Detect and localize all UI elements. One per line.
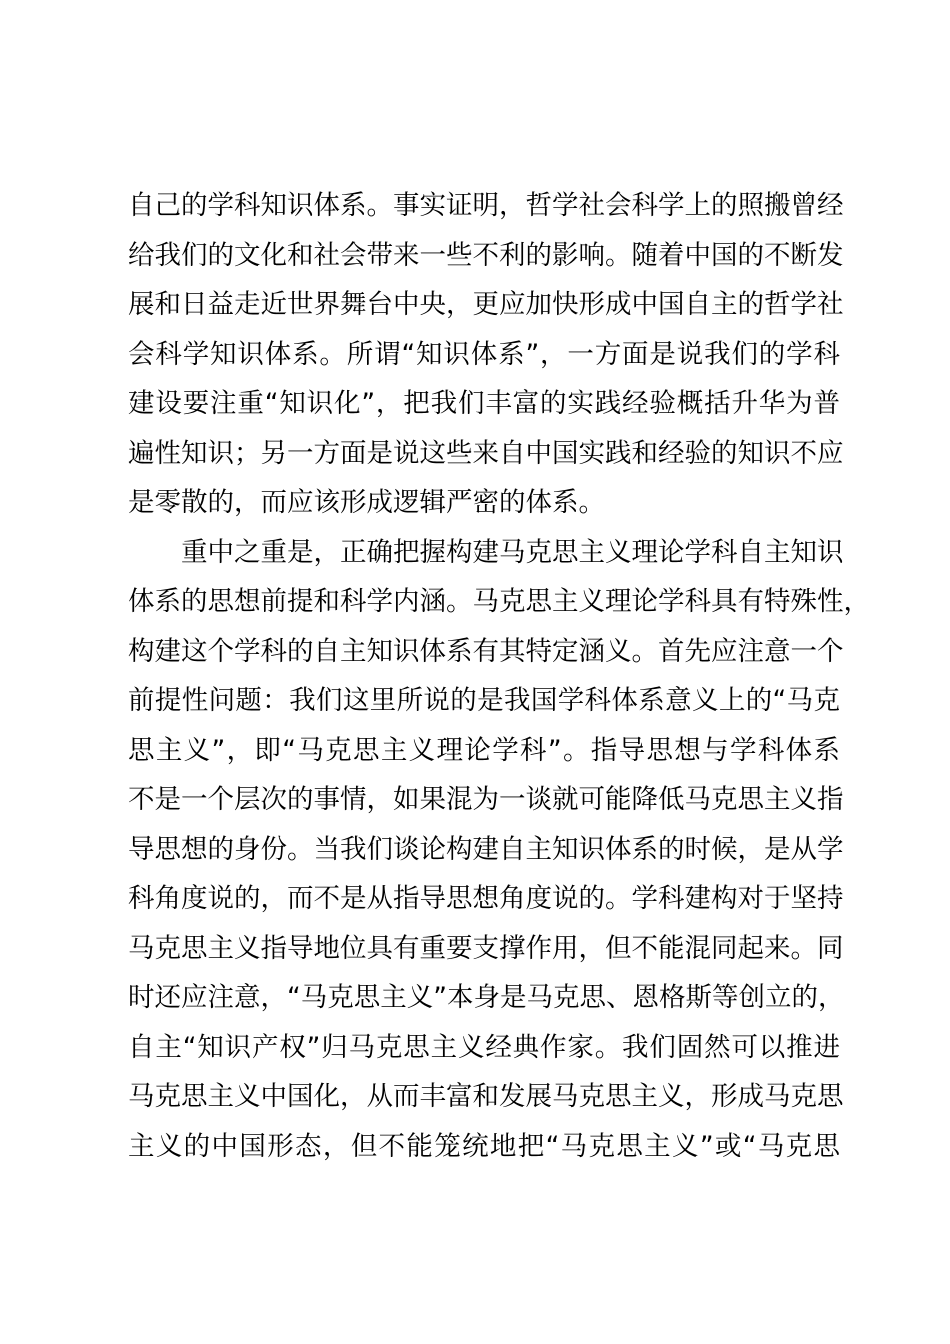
text-line: 构建这个学科的自主知识体系有其特定涵义。首先应注意一个 bbox=[128, 635, 844, 667]
text-line: 科角度说的，而不是从指导思想角度说的。学科建构对于坚持 bbox=[128, 883, 844, 914]
text-line: 体系的思想前提和科学内涵。马克思主义理论学科具有特殊性， bbox=[128, 586, 870, 617]
text-line: 自主“知识产权”归马克思主义经典作家。我们固然可以推进 bbox=[128, 1031, 840, 1063]
text-line: 会科学知识体系。所谓“知识体系”，一方面是说我们的学科 bbox=[128, 338, 840, 370]
text-line: 展和日益走近世界舞台中央，更应加快形成中国自主的哲学社 bbox=[128, 289, 844, 320]
text-line: 重中之重是，正确把握构建马克思主义理论学科自主知识 bbox=[181, 536, 844, 568]
text-line: 马克思主义中国化，从而丰富和发展马克思主义，形成马克思 bbox=[128, 1081, 844, 1112]
text-line: 是零散的，而应该形成逻辑严密的体系。 bbox=[128, 487, 605, 518]
text-line: 时还应注意，“马克思主义”本身是马克思、恩格斯等创立的， bbox=[128, 982, 845, 1013]
body-text bbox=[128, 181, 870, 1171]
text-line: 主义的中国形态，但不能笼统地把“马克思主义”或“马克思 bbox=[128, 1130, 840, 1162]
text-line: 导思想的身份。当我们谈论构建自主知识体系的时候，是从学 bbox=[128, 833, 844, 865]
text-line: 遍性知识；另一方面是说这些来自中国实践和经验的知识不应 bbox=[128, 437, 844, 469]
text-line: 前提性问题：我们这里所说的是我国学科体系意义上的“马克 bbox=[128, 685, 840, 716]
text-line: 给我们的文化和社会带来一些不利的影响。随着中国的不断发 bbox=[128, 239, 844, 271]
text-line: 思主义”，即“马克思主义理论学科”。指导思想与学科体系 bbox=[128, 734, 840, 766]
paragraph-1 bbox=[128, 181, 844, 528]
text-line: 建设要注重“知识化”，把我们丰富的实践经验概括升华为普 bbox=[128, 388, 840, 419]
text-line: 马克思主义指导地位具有重要支撑作用，但不能混同起来。同 bbox=[128, 932, 844, 964]
text-line: 不是一个层次的事情，如果混为一谈就可能降低马克思主义指 bbox=[128, 784, 844, 815]
paragraph-2 bbox=[128, 528, 870, 1172]
text-line: 自己的学科知识体系。事实证明，哲学社会科学上的照搬曾经 bbox=[128, 190, 844, 221]
